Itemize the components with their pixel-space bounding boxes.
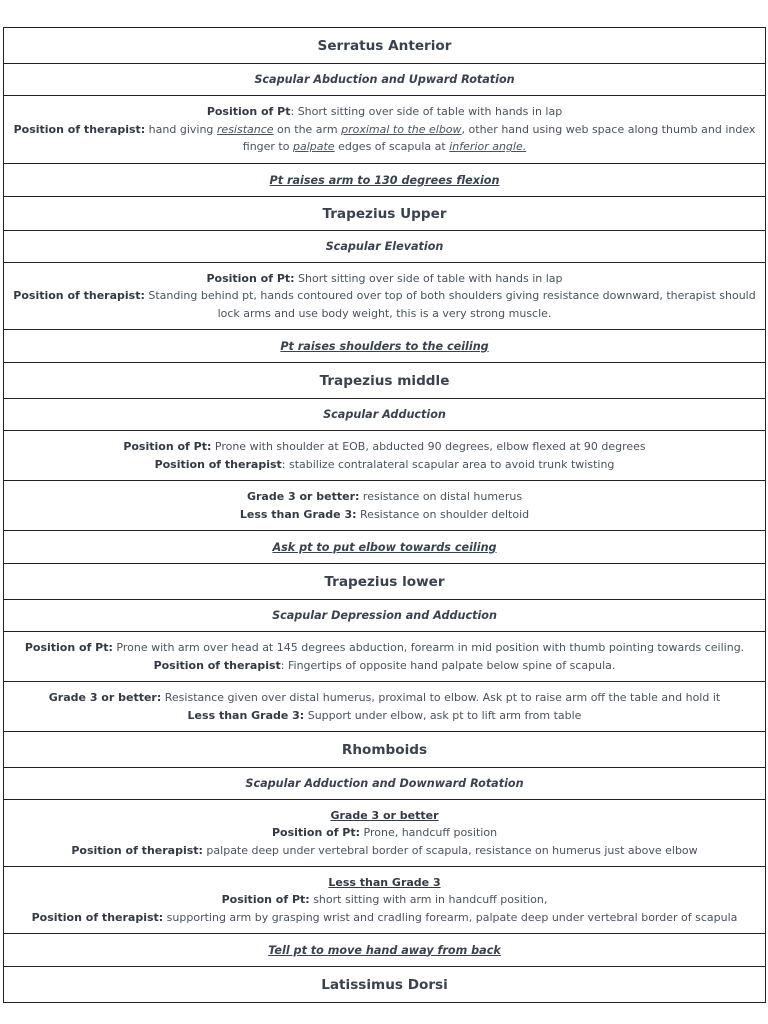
pos-ther-text: hand giving — [145, 122, 217, 136]
pos-pt-label: Position of Pt: — [123, 440, 212, 453]
pos-ther-label: Position of therapist — [154, 457, 282, 471]
pos-ther-text: , other hand using web space along thumb and index finger to — [242, 122, 756, 154]
trap-middle-instruction — [4, 531, 765, 564]
serratus-pos-pt — [10, 103, 759, 121]
pos-ther-label: Position of therapist: — [31, 910, 164, 924]
less3-text: Support under elbow, ask pt to lift arm from table — [304, 708, 582, 722]
less3-label: Less than Grade 3: — [239, 507, 357, 521]
section-subtitle-trap-lower — [4, 600, 765, 632]
pos-ther-text: : Fingertips of opposite hand palpate below spine of scapula. — [280, 658, 616, 672]
trap-middle-pos-pt — [10, 438, 759, 456]
rhomboids-instruction — [4, 934, 765, 967]
less3-text: Resistance on shoulder deltoid — [356, 507, 530, 521]
pos-ther-label: Position of therapist: — [71, 843, 203, 857]
pos-ther-text: : stabilize contralateral scapular area to avoid trunk twisting — [281, 457, 615, 471]
inferior-angle-term: inferior angle. — [449, 140, 527, 154]
rhomboids-less3-block — [4, 867, 765, 934]
muscle-testing-table — [3, 27, 766, 1003]
trap-upper-instruction — [4, 330, 765, 363]
pos-ther-label: Position of therapist — [153, 658, 281, 672]
pos-ther-text: palpate deep under vertebral border of scapula, resistance on humerus just above elbow — [202, 843, 698, 857]
grade3-heading: Grade 3 or better — [330, 808, 439, 822]
trap-upper-pos-pt — [10, 270, 759, 288]
pos-pt-text: Prone with shoulder at EOB, abducted 90 degrees, elbow flexed at 90 degrees — [211, 440, 646, 453]
serratus-pos-ther — [10, 121, 759, 156]
section-title-serratus — [4, 28, 765, 64]
rhomboids-l3-pos-ther — [10, 909, 759, 927]
section-title-rhomboids — [4, 732, 765, 768]
instruction-text: Pt raises arm to 130 degrees flexion — [269, 173, 500, 187]
trap-upper-subtitle: Scapular Elevation — [325, 240, 444, 253]
section-title-trap-middle — [4, 363, 765, 399]
rhomboids-g3-pos-pt — [10, 824, 759, 842]
pos-pt-text: Short sitting over side of table with hands in lap — [294, 271, 563, 285]
trap-lower-pos-pt — [10, 639, 759, 657]
trap-lower-less3 — [10, 707, 759, 725]
less3-heading: Less than Grade 3 — [328, 875, 441, 889]
rhomboids-l3-pos-pt — [10, 891, 759, 909]
lat-title: Latissimus Dorsi — [321, 976, 448, 993]
section-subtitle-trap-middle — [4, 399, 765, 431]
instruction-text: Tell pt to move hand away from back — [268, 943, 501, 957]
instruction-text: Pt raises shoulders to the ceiling — [280, 339, 489, 353]
grade3-text: resistance on distal humerus — [359, 490, 523, 503]
trap-lower-pos-ther — [10, 657, 759, 675]
pos-ther-text: Standing behind pt, hands contoured over top of both shoulders giving resistance downward, therapist should lock arms and use body weight, this is a very strong muscle. — [144, 289, 756, 320]
serratus-title: Serratus Anterior — [317, 37, 452, 54]
rhomboids-grade3-heading — [10, 807, 759, 825]
trap-lower-grade3 — [10, 689, 759, 707]
trap-middle-grades — [4, 481, 765, 531]
pos-pt-text: : Short sitting over side of table with hands in lap — [290, 105, 563, 119]
serratus-positions — [4, 96, 765, 164]
trap-upper-pos-ther — [10, 287, 759, 322]
pos-pt-label: Position of Pt: — [221, 893, 310, 907]
pos-pt-label: Position of Pt — [206, 105, 291, 119]
pos-ther-label: Position of therapist: — [13, 289, 145, 303]
trap-lower-positions — [4, 632, 765, 682]
trap-lower-grades — [4, 682, 765, 732]
trap-middle-subtitle: Scapular Adduction — [323, 408, 446, 421]
serratus-subtitle: Scapular Abduction and Upward Rotation — [254, 73, 515, 86]
resistance-term: resistance — [216, 122, 274, 136]
pos-pt-text: short sitting with arm in handcuff position, — [309, 893, 548, 907]
section-title-lat — [4, 967, 765, 1003]
grade3-label: Grade 3 or better: — [48, 691, 162, 704]
rhomboids-less3-heading — [10, 874, 759, 892]
trap-middle-pos-ther — [10, 456, 759, 474]
pos-pt-text: Prone with arm over head at 145 degrees abduction, forearm in mid position with thumb pointing towards ceiling. — [112, 641, 745, 654]
trap-middle-title: Trapezius middle — [319, 372, 450, 389]
rhomboids-title: Rhomboids — [341, 741, 428, 758]
trap-lower-title: Trapezius lower — [324, 573, 445, 590]
pos-ther-text: edges of scapula at — [334, 140, 450, 154]
trap-middle-less3 — [10, 506, 759, 524]
section-subtitle-serratus — [4, 64, 765, 96]
pos-ther-text: on the arm — [273, 122, 342, 136]
palpate-term: palpate — [292, 140, 335, 154]
less3-label: Less than Grade 3: — [187, 708, 305, 722]
serratus-instruction — [4, 164, 765, 197]
grade3-label: Grade 3 or better: — [246, 490, 360, 503]
rhomboids-g3-pos-ther — [10, 842, 759, 860]
trap-upper-positions — [4, 263, 765, 330]
pos-ther-text: supporting arm by grasping wrist and cradling forearm, palpate deep under vertebral border of scapula — [163, 910, 738, 924]
pos-pt-text: Prone, handcuff position — [360, 826, 498, 840]
instruction-text: Ask pt to put elbow towards ceiling — [272, 540, 497, 554]
trap-upper-title: Trapezius Upper — [322, 205, 447, 222]
rhomboids-grade3-block — [4, 800, 765, 867]
section-title-trap-lower — [4, 564, 765, 600]
section-subtitle-rhomboids — [4, 768, 765, 800]
section-subtitle-trap-upper — [4, 231, 765, 263]
pos-pt-label: Position of Pt: — [271, 826, 361, 840]
trap-middle-grade3 — [10, 488, 759, 506]
grade3-text: Resistance given over distal humerus, proximal to elbow. Ask pt to raise arm off the table and hold it — [161, 691, 721, 704]
pos-pt-label: Position of Pt: — [206, 271, 295, 285]
rhomboids-subtitle: Scapular Adduction and Downward Rotation — [245, 777, 524, 790]
pos-pt-label: Position of Pt: — [24, 641, 113, 654]
section-title-trap-upper — [4, 197, 765, 231]
trap-lower-subtitle: Scapular Depression and Adduction — [272, 609, 497, 622]
pos-ther-label: Position of therapist: — [13, 122, 146, 136]
trap-middle-positions — [4, 431, 765, 481]
proximal-elbow-term: proximal to the elbow — [341, 122, 462, 136]
